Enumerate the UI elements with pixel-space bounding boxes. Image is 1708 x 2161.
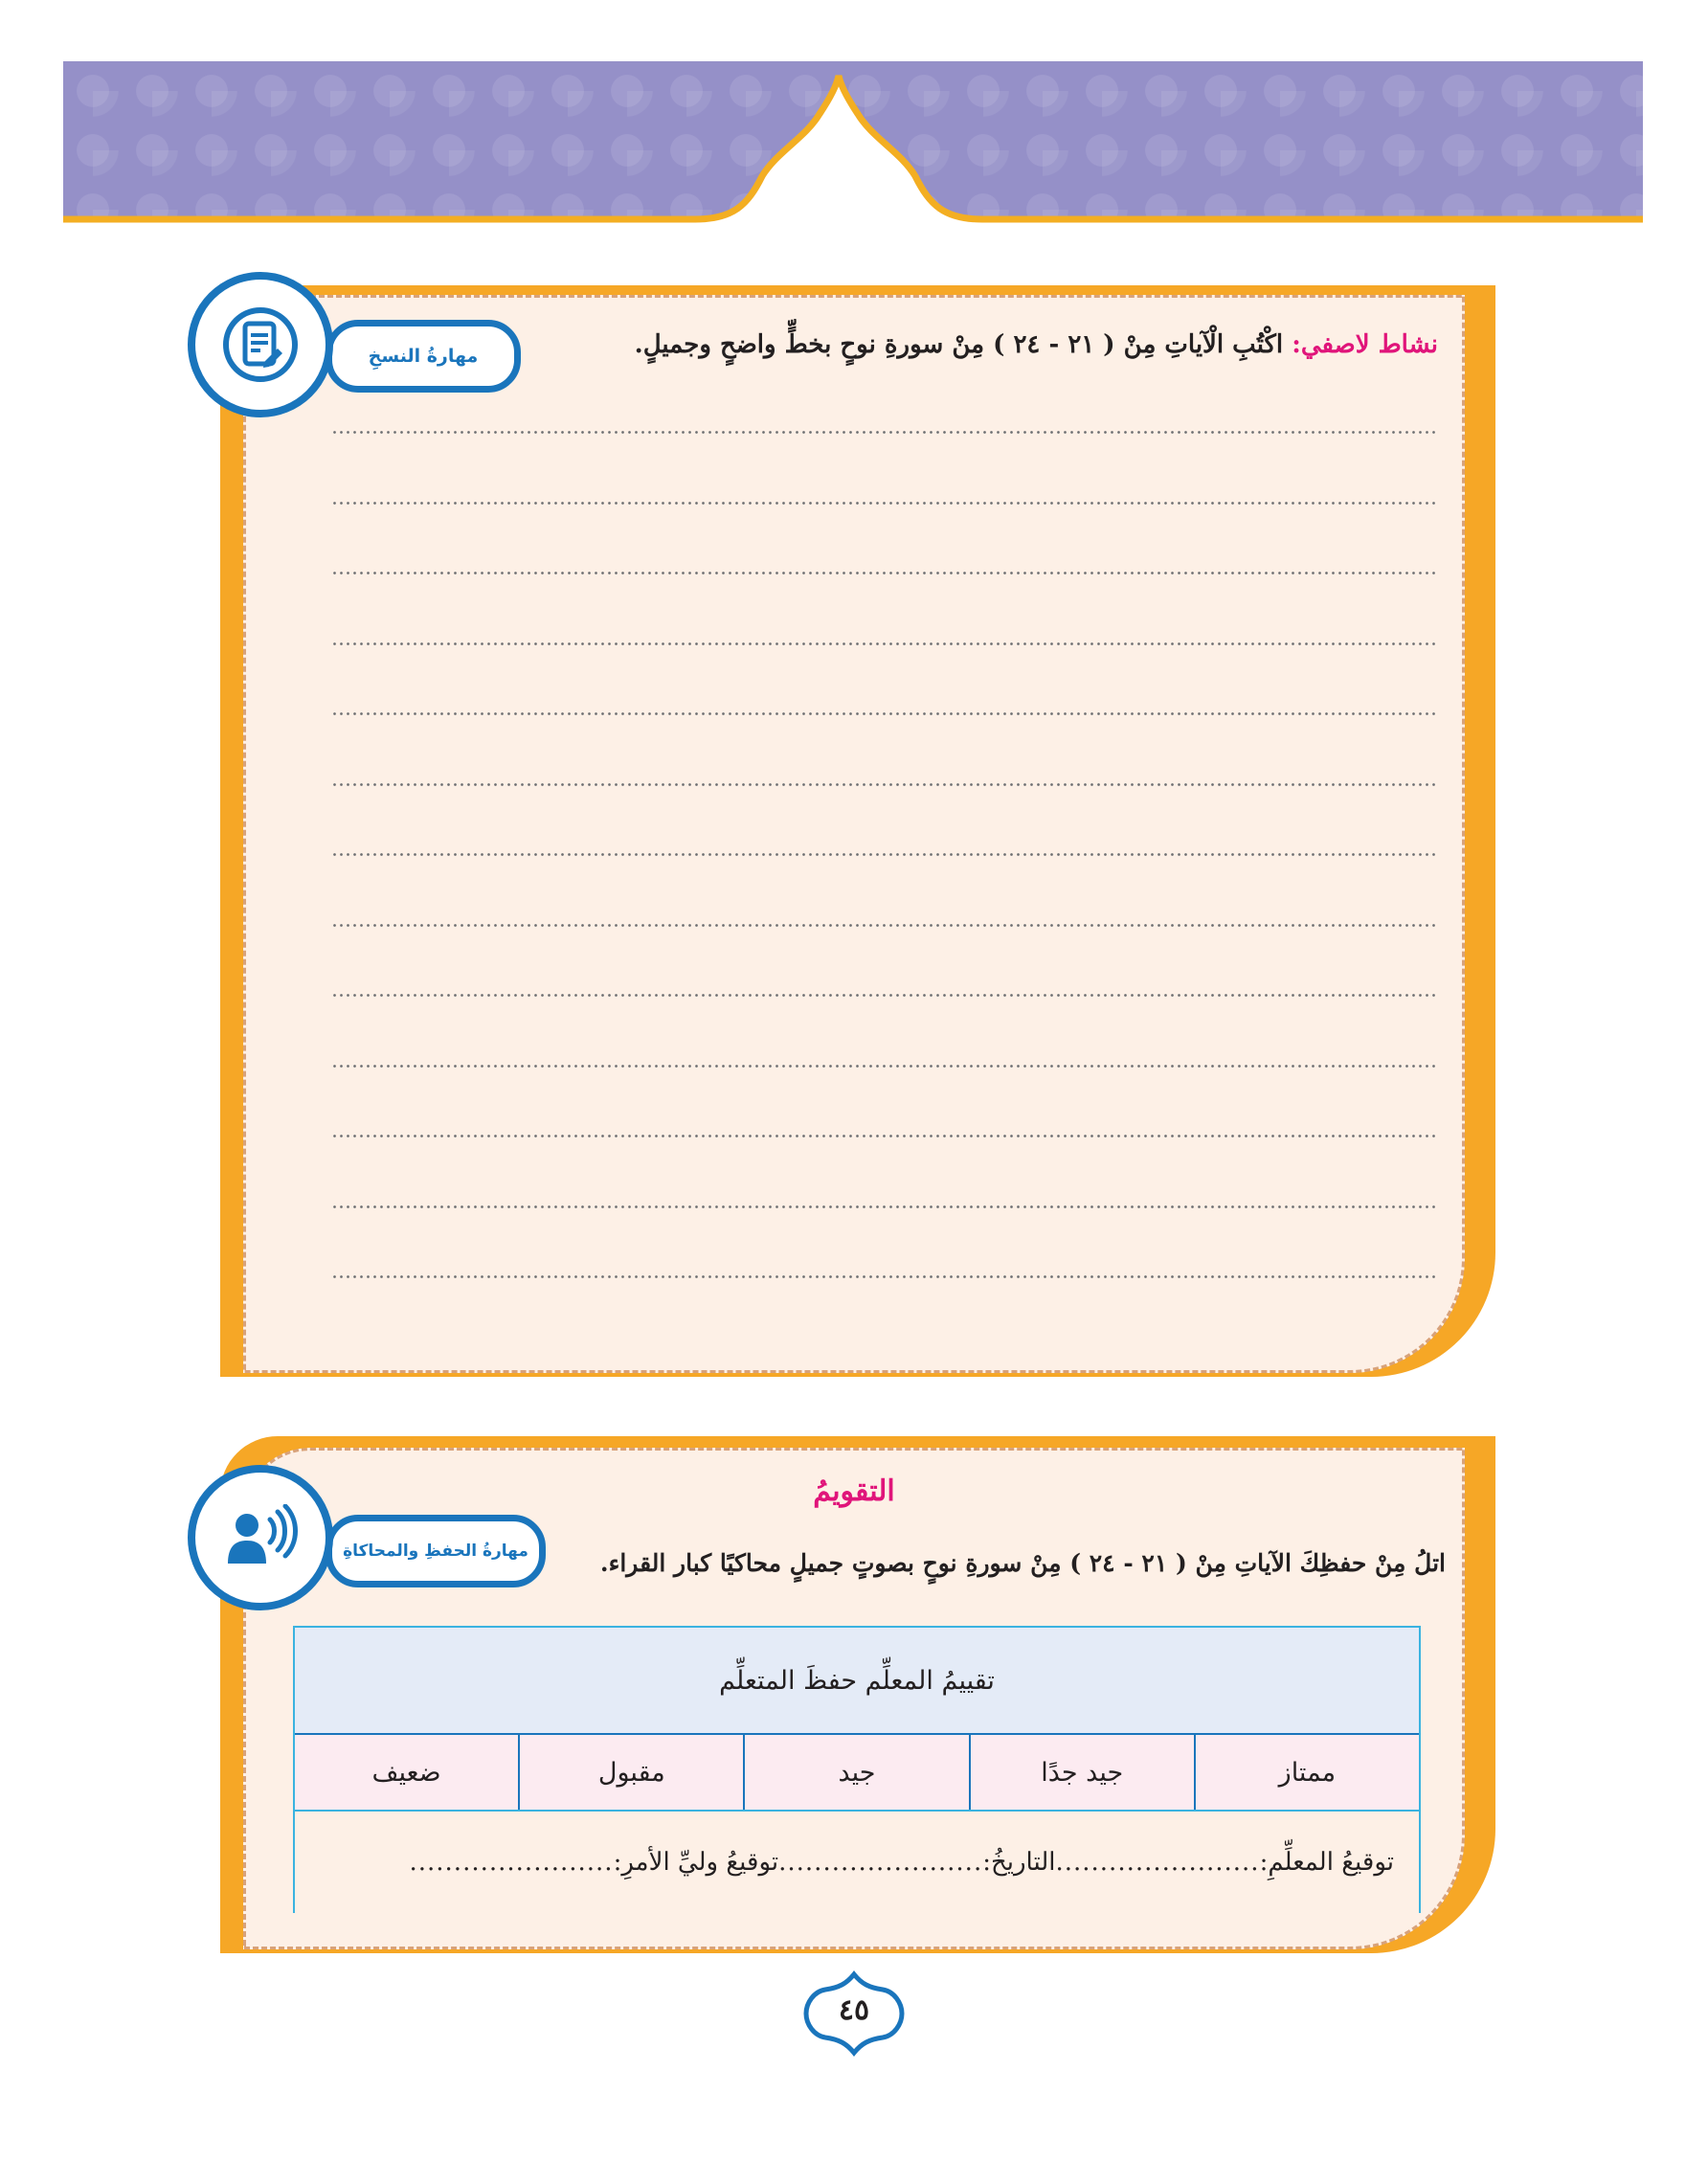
signature-row [295,1812,1419,1913]
writing-line[interactable] [331,1065,1438,1068]
evaluation-instruction: اتلُ مِنْ حفظِكَ الآياتِ مِنْ ( ٢١ - ٢٤ ) مِنْ سورةِ نوحٍ بصوتٍ جميلٍ محاكيًا كبار القراء. [599,1549,1446,1577]
writing-line[interactable] [331,642,1438,645]
writing-line[interactable] [331,572,1438,574]
memorize-skill-label: مهارةُ الحفظِ والمحاكاةِ [343,1542,528,1561]
guardian-signature-field[interactable]: ....................... [409,1848,614,1877]
page-number-badge [802,1970,906,2057]
grade-good[interactable]: جيد [743,1735,968,1810]
writing-line[interactable] [331,431,1438,434]
writing-line[interactable] [331,783,1438,786]
grade-row [295,1735,1419,1812]
writing-line[interactable] [331,994,1438,997]
page-number: ٤٥ [838,1993,870,2027]
teacher-signature-label: توقيعُ المعلِّمِ: [1259,1848,1394,1877]
grade-weak[interactable]: ضعيف [371,1757,441,1788]
writing-line[interactable] [331,1205,1438,1208]
grade-excellent[interactable]: ممتاز [1194,1735,1419,1810]
evaluation-table [293,1626,1421,1913]
date-label: التاريخُ: [982,1848,1056,1877]
grade-acceptable[interactable]: مقبول [518,1735,743,1810]
copy-skill-badge [326,320,521,393]
teacher-signature-field[interactable]: ....................... [1055,1848,1260,1877]
writing-line[interactable] [331,502,1438,505]
writing-line[interactable] [331,712,1438,715]
activity-text: اكْتُبِ الْآياتِ مِنْ ( ٢١ - ٢٤ ) مِنْ سورةِ نوحٍ بخطٍّ واضحٍ وجميلٍ. [634,330,1284,359]
copy-skill-label: مهارةُ النسخِ [368,346,479,367]
guardian-signature-label: توقيعُ وليِّ الأمرِ: [613,1848,779,1877]
activity-label: نشاط لاصفي: [1292,330,1438,359]
header-band [63,61,1643,226]
notepad-pen-icon [188,272,333,417]
evaluation-title: التقويمُ [813,1474,895,1508]
memorize-skill-badge [326,1515,546,1587]
writing-line[interactable] [331,1275,1438,1278]
arch-ornament [63,61,1643,226]
evaluation-table-header: تقييمُ المعلِّم حفظَ المتعلِّم [295,1628,1419,1735]
writing-line[interactable] [331,853,1438,856]
grade-very-good[interactable]: جيد جدًا [969,1735,1194,1810]
activity-instruction [635,330,1438,359]
writing-lines [331,431,1438,1346]
writing-line[interactable] [331,1135,1438,1137]
writing-line[interactable] [331,924,1438,927]
date-field[interactable]: ....................... [778,1848,983,1877]
